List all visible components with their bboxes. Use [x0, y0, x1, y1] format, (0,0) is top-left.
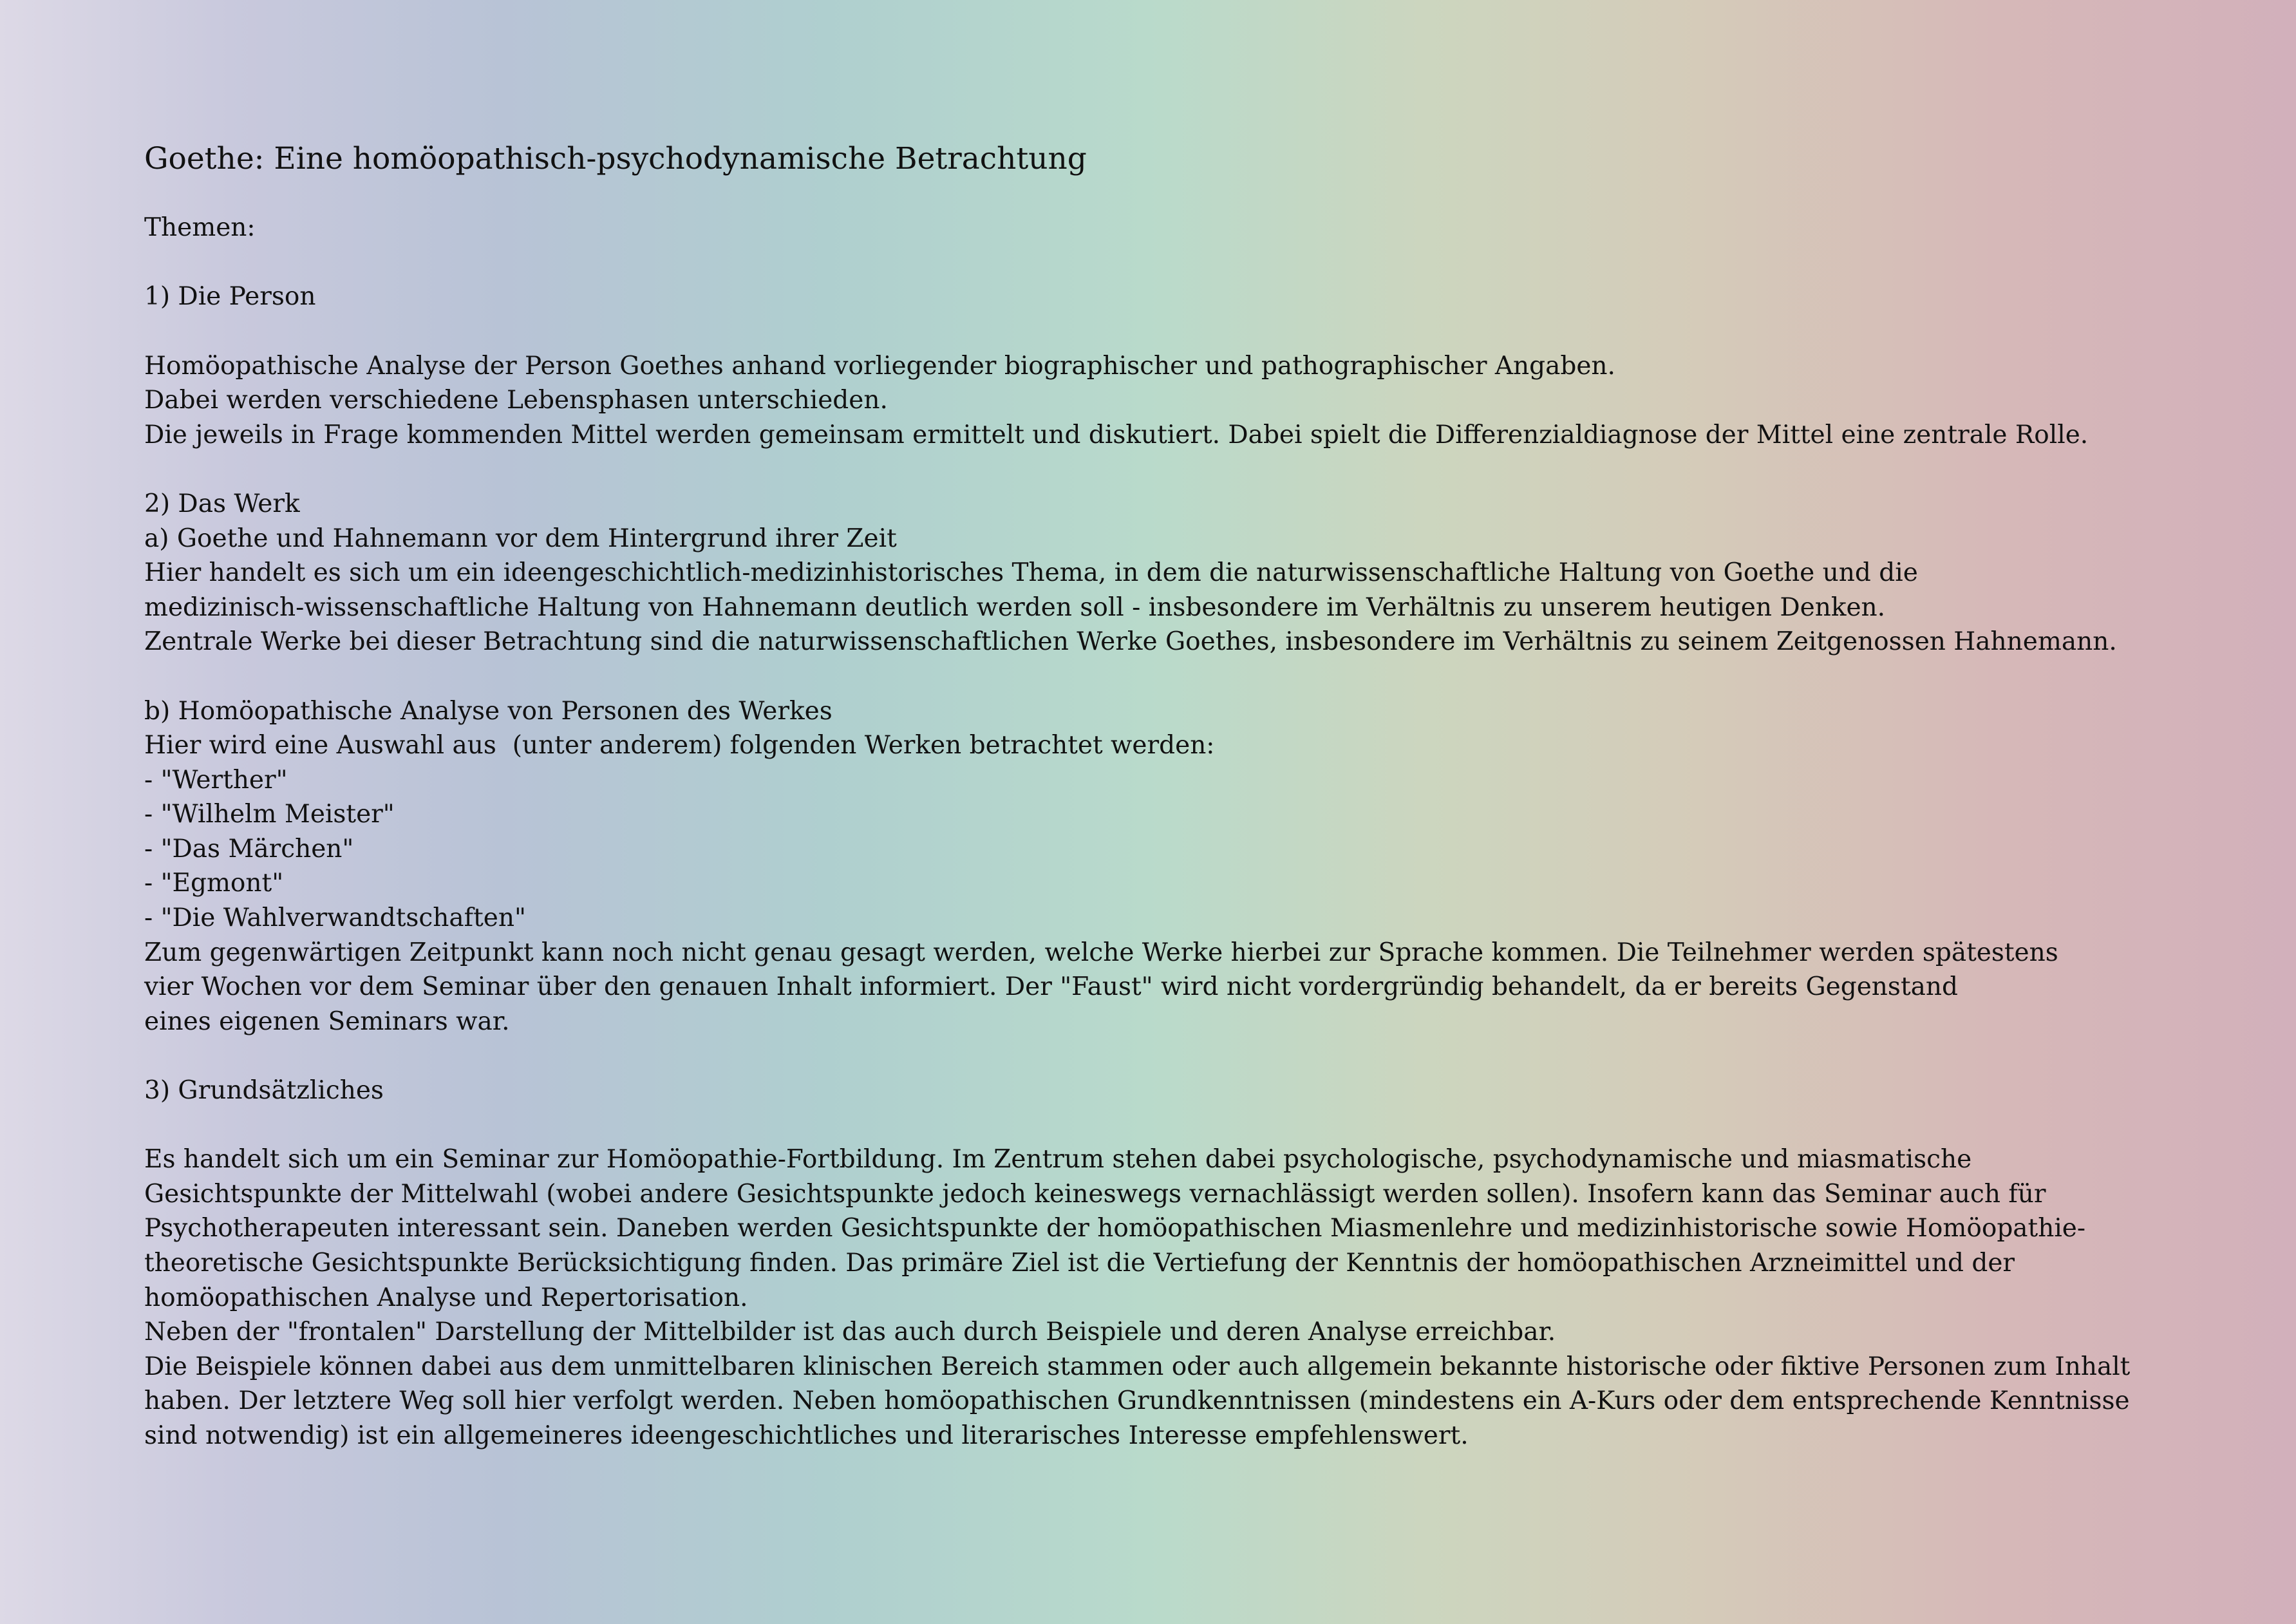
spacer [144, 176, 2166, 211]
section-1-text-line: Dabei werden verschiedene Lebensphasen unterschieden. [144, 386, 888, 415]
section-3-heading: 3) Grundsätzliches [144, 1076, 384, 1106]
section-3-text-line: sind notwendig) ist ein allgemeineres ideengeschichtliches und literarisches Interesse empfehlenswert. [144, 1421, 1469, 1450]
section-2b-text-line: Zum gegenwärtigen Zeitpunkt kann noch nicht genau gesagt werden, welche Werke hierbei zur Sprache kommen. Die Teilnehmer werden spätestens [144, 938, 2058, 967]
section-1-text-line: Homöopathische Analyse der Person Goethes anhand vorliegender biographischer und pathographischer Angaben. [144, 351, 1615, 381]
topics-label: Themen: [144, 213, 256, 243]
spacer [144, 314, 2166, 349]
section-2a-text-line: Zentrale Werke bei dieser Betrachtung sind die naturwissenschaftlichen Werke Goethes, insbesondere im Verhältnis zu seinem Zeitgenossen Hahnemann. [144, 627, 2117, 657]
document-body [144, 142, 2166, 1453]
section-2-heading: 2) Das Werk [144, 489, 300, 518]
section-3-text-line: Die Beispiele können dabei aus dem unmittelbaren klinischen Bereich stammen oder auch allgemein bekannte historische oder fiktive Personen zum Inhalt [144, 1352, 2131, 1381]
section-3-text-line: Gesichtspunkte der Mittelwahl (wobei andere Gesichtspunkte jedoch keineswegs vernachlässigt werden sollen). Insofern kann das Seminar auch für [144, 1179, 2046, 1209]
section-3-text-line: theoretische Gesichtspunkte Berücksichtigung finden. Das primäre Ziel ist die Vertiefung der Kenntnis der homöopathischen Arzneimittel und der [144, 1249, 2015, 1278]
section-3-text-line: Neben der "frontalen" Darstellung der Mittelbilder ist das auch durch Beispiele und deren Analyse erreichbar. [144, 1317, 1556, 1347]
document-title: Goethe: Eine homöopathisch-psychodynamische Betrachtung [144, 141, 1087, 176]
section-2b-text-line: vier Wochen vor dem Seminar über den genauen Inhalt informiert. Der "Faust" wird nicht vordergründig behandelt, da er bereits Gegenstand [144, 972, 1958, 1002]
spacer [144, 452, 2166, 487]
spacer [144, 245, 2166, 280]
spacer [144, 1039, 2166, 1073]
section-2a-heading: a) Goethe und Hahnemann vor dem Hintergrund ihrer Zeit [144, 524, 897, 553]
section-3-text-line: Psychotherapeuten interessant sein. Daneben werden Gesichtspunkte der homöopathischen Miasmenlehre und medizinhistorische sowie Homöopathie- [144, 1214, 2086, 1243]
work-list-item: - "Werther" [144, 765, 288, 795]
section-3-text-line: Es handelt sich um ein Seminar zur Homöopathie-Fortbildung. Im Zentrum stehen dabei psychologische, psychodynamische und miasmatische [144, 1145, 1972, 1175]
work-list-item: - "Das Märchen" [144, 834, 354, 864]
section-3-text-line: homöopathischen Analyse und Repertorisation. [144, 1283, 748, 1312]
section-2b-heading: b) Homöopathische Analyse von Personen des Werkes [144, 696, 833, 726]
section-2a-text-line: Hier handelt es sich um ein ideengeschichtlich-medizinhistorisches Thema, in dem die naturwissenschaftliche Haltung von Goethe und die [144, 558, 1918, 588]
work-list-item: - "Wilhelm Meister" [144, 800, 395, 829]
work-list-item: - "Egmont" [144, 869, 284, 898]
section-3-text-line: haben. Der letztere Weg soll hier verfolgt werden. Neben homöopathischen Grundkenntnissen (mindestens ein A-Kurs oder dem entsprechende Kenntnisse [144, 1386, 2130, 1416]
work-list-item: - "Die Wahlverwandtschaften" [144, 903, 526, 933]
section-2b-text-line: eines eigenen Seminars war. [144, 1006, 510, 1036]
section-2b-intro: Hier wird eine Auswahl aus (unter anderem) folgenden Werken betrachtet werden: [144, 731, 1215, 760]
section-2a-text-line: medizinisch-wissenschaftliche Haltung von Hahnemann deutlich werden soll - insbesondere im Verhältnis zu unserem heutigen Denken. [144, 592, 1886, 622]
spacer [144, 1108, 2166, 1143]
spacer [144, 659, 2166, 694]
section-1-heading: 1) Die Person [144, 282, 316, 312]
section-1-text-line: Die jeweils in Frage kommenden Mittel werden gemeinsam ermittelt und diskutiert. Dabei spielt die Differenzialdiagnose der Mittel eine zentrale Rolle. [144, 420, 2089, 449]
